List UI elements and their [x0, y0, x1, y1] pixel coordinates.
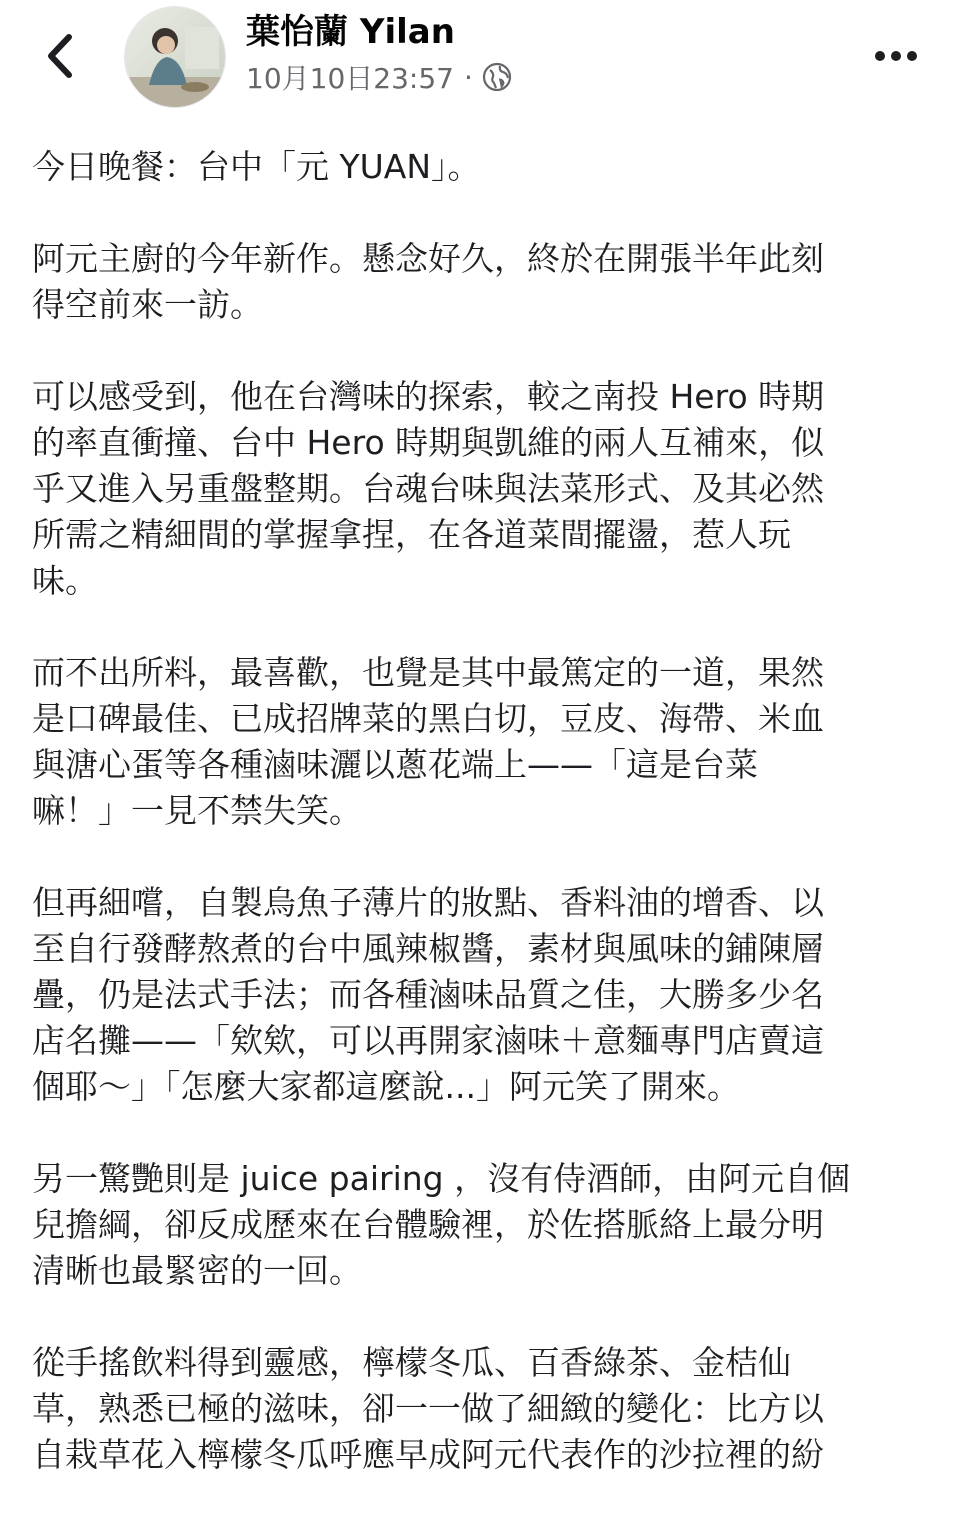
post-paragraph: 阿元主廚的今年新作。懸念好久，終於在開張半年此刻 得空前來一訪。	[32, 239, 824, 324]
post-timestamp[interactable]: 10月10日23:57	[246, 62, 454, 95]
post-paragraph: 從手搖飲料得到靈感，檸檬冬瓜、百香綠茶、金桔仙 草，熟悉已極的滋味，卻一一做了細緻的變化：比方以 自栽草花入檸檬冬瓜呼應早成阿元代表作的沙拉裡的紛	[32, 1343, 824, 1474]
post-paragraph: 另一驚艷則是 juice pairing ，沒有侍酒師，由阿元自個 兒擔綱，卻反成歷來在台體驗裡，於佐搭脈絡上最分明 清晰也最緊密的一回。	[32, 1159, 851, 1290]
post-body	[32, 144, 922, 1524]
more-horizontal-icon	[874, 50, 918, 62]
post-paragraph: 而不出所料，最喜歡，也覺是其中最篤定的一道，果然 是口碑最佳、已成招牌菜的黑白切，豆皮、海帶、米血 與溏心蛋等各種滷味灑以蔥花端上——「這是台菜 嘛！」一見不禁失笑。	[32, 653, 824, 830]
post-meta	[246, 58, 513, 96]
back-button[interactable]	[36, 28, 84, 84]
avatar-photo	[125, 7, 225, 107]
avatar[interactable]	[124, 6, 226, 108]
author-name[interactable]: 葉怡蘭 Yilan	[246, 12, 455, 52]
globe-icon	[481, 61, 513, 93]
post-header	[0, 0, 960, 118]
post-paragraph: 可以感受到，他在台灣味的探索，較之南投 Hero 時期 的率直衝撞、台中 Hero 時期與凱維的兩人互補來，似 乎又進入另重盤整期。台魂台味與法菜形式、及其必然 所需之精細間的掌握拿捏，在各道菜間擺盪，惹人玩 味。	[32, 377, 825, 600]
chevron-left-icon	[45, 33, 75, 79]
more-options-button[interactable]	[868, 36, 924, 76]
post-paragraph: 今日晚餐：台中「元 YUAN」。	[32, 147, 481, 186]
post-paragraph: 但再細嚐，自製烏魚子薄片的妝點、香料油的增香、以 至自行發酵熬煮的台中風辣椒醬，素材與風味的鋪陳層 疊，仍是法式手法；而各種滷味品質之佳，大勝多少名 店名攤——「欸欸，可以再開家滷味＋意麵專門店賣這 個耶～」「怎麼大家都這麼說...」阿元笑了開來。	[32, 883, 824, 1106]
meta-separator: ·	[463, 60, 473, 94]
